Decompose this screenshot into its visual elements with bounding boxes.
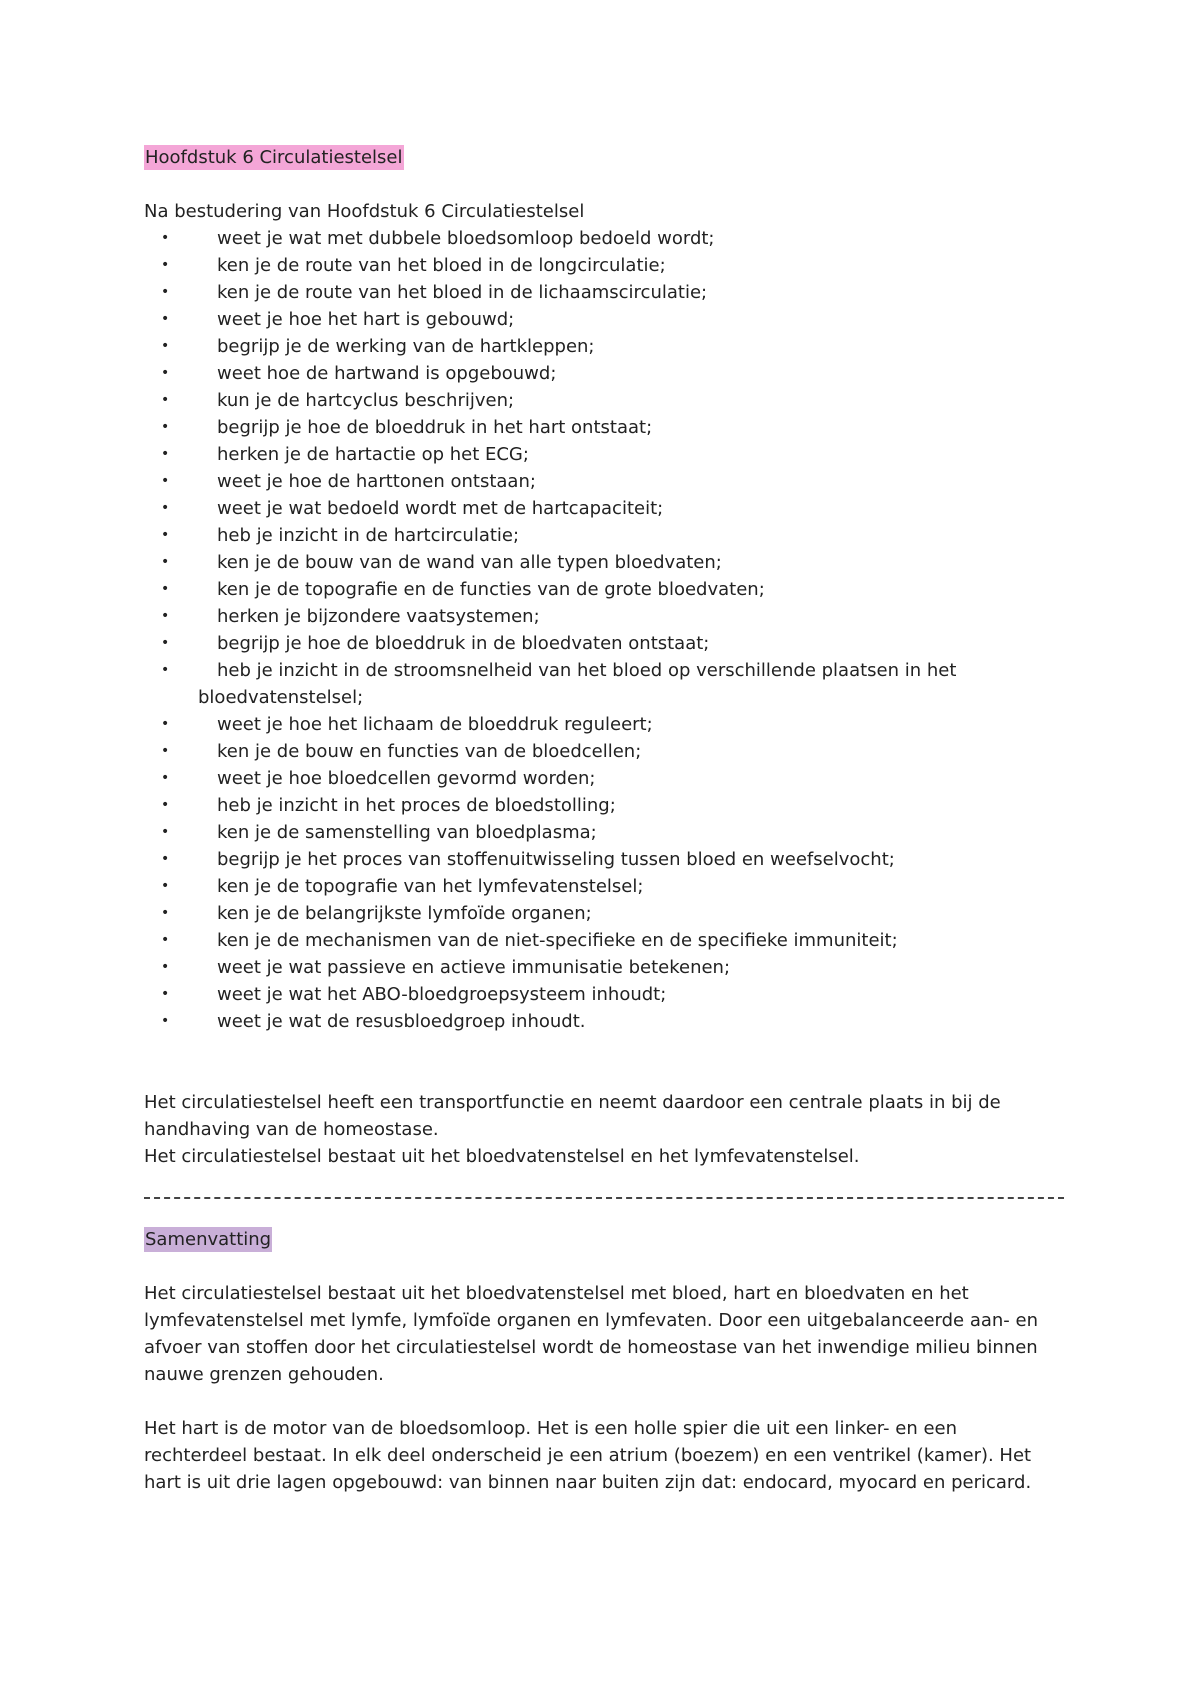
document-page	[144, 144, 1064, 1496]
summary-paragraph: Het circulatiestelsel bestaat uit het bloedvatenstelsel met bloed, hart en bloedvaten en het lymfevatenstelsel met lymfe, lymfoïde organen en lymfevaten. Door een uitgebalanceerde aan- en afvoer van stoffen door het circulatiestelsel wordt de homeostase van het inwendige milieu binnen nauwe grenzen gehouden.	[144, 1283, 1038, 1385]
bullet-icon: •	[161, 419, 170, 435]
list-item-text: weet je wat passieve en actieve immunisatie betekenen;	[217, 957, 731, 978]
bullet-icon: •	[161, 905, 170, 921]
bullet-icon: •	[161, 770, 170, 786]
bullet-icon: •	[161, 608, 170, 624]
list-item	[144, 954, 1064, 981]
list-item-text: weet je wat bedoeld wordt met de hartcapaciteit;	[217, 498, 664, 519]
list-item	[144, 495, 1064, 522]
list-item-text: herken je bijzondere vaatsystemen;	[217, 606, 540, 627]
list-item-text: heb je inzicht in de hartcirculatie;	[217, 525, 520, 546]
bullet-icon: •	[161, 635, 170, 651]
summary-heading: Samenvatting	[145, 1229, 272, 1250]
list-item	[144, 252, 1064, 279]
list-item	[144, 441, 1064, 468]
list-item-text: herken je de hartactie op het ECG;	[217, 444, 529, 465]
spacer	[144, 1035, 1064, 1089]
list-item	[144, 846, 1064, 873]
bullet-icon: •	[161, 500, 170, 516]
bullet-icon: •	[161, 743, 170, 759]
list-item-text	[198, 657, 1064, 711]
list-item	[144, 1008, 1064, 1035]
bullet-icon: •	[161, 824, 170, 840]
list-item-text: kun je de hartcyclus beschrijven;	[217, 390, 515, 411]
list-item	[144, 522, 1064, 549]
list-item	[144, 927, 1064, 954]
list-item-text: ken je de route van het bloed in de longcirculatie;	[217, 255, 666, 276]
list-item-text: ken je de topografie van het lymfevatenstelsel;	[217, 876, 644, 897]
bullet-icon: •	[161, 1013, 170, 1029]
transport-paragraph: Het circulatiestelsel heeft een transportfunctie en neemt daardoor een centrale plaats in bij de handhaving van de homeostase.	[144, 1092, 1001, 1140]
list-item-text: ken je de bouw en functies van de bloedcellen;	[217, 741, 642, 762]
list-item	[144, 549, 1064, 576]
list-item	[144, 468, 1064, 495]
list-item-text: ken je de bouw van de wand van alle typen bloedvaten;	[217, 552, 722, 573]
intro-line: Na bestudering van Hoofdstuk 6 Circulatiestelsel	[144, 201, 585, 222]
list-item	[144, 414, 1064, 441]
list-item-text: heb je inzicht in het proces de bloedstolling;	[217, 795, 616, 816]
bullet-icon: •	[161, 284, 170, 300]
list-item	[144, 873, 1064, 900]
list-item-text: weet je wat met dubbele bloedsomloop bedoeld wordt;	[217, 228, 715, 249]
spacer	[144, 1199, 1064, 1226]
list-item-text: ken je de mechanismen van de niet-specifieke en de specifieke immuniteit;	[217, 930, 898, 951]
list-item	[144, 333, 1064, 360]
bullet-icon: •	[161, 716, 170, 732]
list-item-text: begrijp je hoe de bloeddruk in het hart ontstaat;	[217, 417, 653, 438]
list-item-text-line: heb je inzicht in de stroomsnelheid van het bloed op verschillende plaatsen in het	[217, 660, 957, 681]
list-item	[144, 603, 1064, 630]
list-item-text: ken je de belangrijkste lymfoïde organen;	[217, 903, 592, 924]
spacer	[144, 171, 1064, 198]
spacer	[144, 1388, 1064, 1415]
list-item-text: begrijp je het proces van stoffenuitwisseling tussen bloed en weefselvocht;	[217, 849, 895, 870]
list-item	[144, 360, 1064, 387]
list-item	[144, 387, 1064, 414]
list-item-text: weet je wat de resusbloedgroep inhoudt.	[217, 1011, 586, 1032]
list-item	[144, 630, 1064, 657]
list-item	[144, 711, 1064, 738]
list-item	[144, 981, 1064, 1008]
bullet-icon: •	[161, 257, 170, 273]
list-item-text: ken je de samenstelling van bloedplasma;	[217, 822, 597, 843]
bullet-icon: •	[161, 959, 170, 975]
spacer	[144, 1253, 1064, 1280]
list-item	[144, 279, 1064, 306]
bullet-icon: •	[161, 446, 170, 462]
chapter-heading: Hoofdstuk 6 Circulatiestelsel	[145, 147, 403, 168]
chapter-heading-line	[144, 144, 1064, 171]
list-item-text: weet je hoe bloedcellen gevormd worden;	[217, 768, 596, 789]
bullet-icon: •	[161, 986, 170, 1002]
bullet-icon: •	[161, 527, 170, 543]
bullet-icon: •	[161, 581, 170, 597]
list-item-text: begrijp je hoe de bloeddruk in de bloedvaten ontstaat;	[217, 633, 710, 654]
learning-objectives-list	[144, 225, 1064, 1035]
list-item	[144, 576, 1064, 603]
bullet-icon: •	[161, 392, 170, 408]
list-item	[144, 765, 1064, 792]
bullet-icon: •	[161, 554, 170, 570]
list-item	[144, 306, 1064, 333]
list-item	[144, 900, 1064, 927]
composition-paragraph: Het circulatiestelsel bestaat uit het bloedvatenstelsel en het lymfevatenstelsel.	[144, 1146, 860, 1167]
list-item-text: weet je wat het ABO-bloedgroepsysteem inhoudt;	[217, 984, 667, 1005]
bullet-icon: •	[161, 338, 170, 354]
bullet-icon: •	[161, 311, 170, 327]
list-item	[144, 225, 1064, 252]
bullet-icon: •	[161, 932, 170, 948]
list-item-text: weet je hoe de harttonen ontstaan;	[217, 471, 536, 492]
list-item-text: begrijp je de werking van de hartkleppen;	[217, 336, 595, 357]
list-item	[144, 792, 1064, 819]
list-item	[144, 657, 1064, 711]
list-item-text: weet hoe de hartwand is opgebouwd;	[217, 363, 557, 384]
summary-paragraph: Het hart is de motor van de bloedsomloop. Het is een holle spier die uit een linker- en een rechterdeel bestaat. In elk deel onderscheid je een atrium (boezem) en een ventrikel (kamer). Het hart is uit drie lagen opgebouwd: van binnen naar buiten zijn dat: endocard, myocard en pericard.	[144, 1418, 1032, 1493]
list-item-text: weet je hoe het hart is gebouwd;	[217, 309, 515, 330]
list-item-text: ken je de route van het bloed in de lichaamscirculatie;	[217, 282, 708, 303]
bullet-icon: •	[161, 365, 170, 381]
bullet-icon: •	[161, 473, 170, 489]
list-item-text-continuation: bloedvatenstelsel;	[198, 687, 364, 708]
bullet-icon: •	[161, 797, 170, 813]
list-item-text: weet je hoe het lichaam de bloeddruk reguleert;	[217, 714, 653, 735]
list-item	[144, 819, 1064, 846]
list-item	[144, 738, 1064, 765]
bullet-icon: •	[161, 878, 170, 894]
summary-heading-line	[144, 1226, 1064, 1253]
bullet-icon: •	[161, 662, 170, 678]
bullet-icon: •	[161, 851, 170, 867]
bullet-icon: •	[161, 230, 170, 246]
list-item-text: ken je de topografie en de functies van de grote bloedvaten;	[217, 579, 765, 600]
